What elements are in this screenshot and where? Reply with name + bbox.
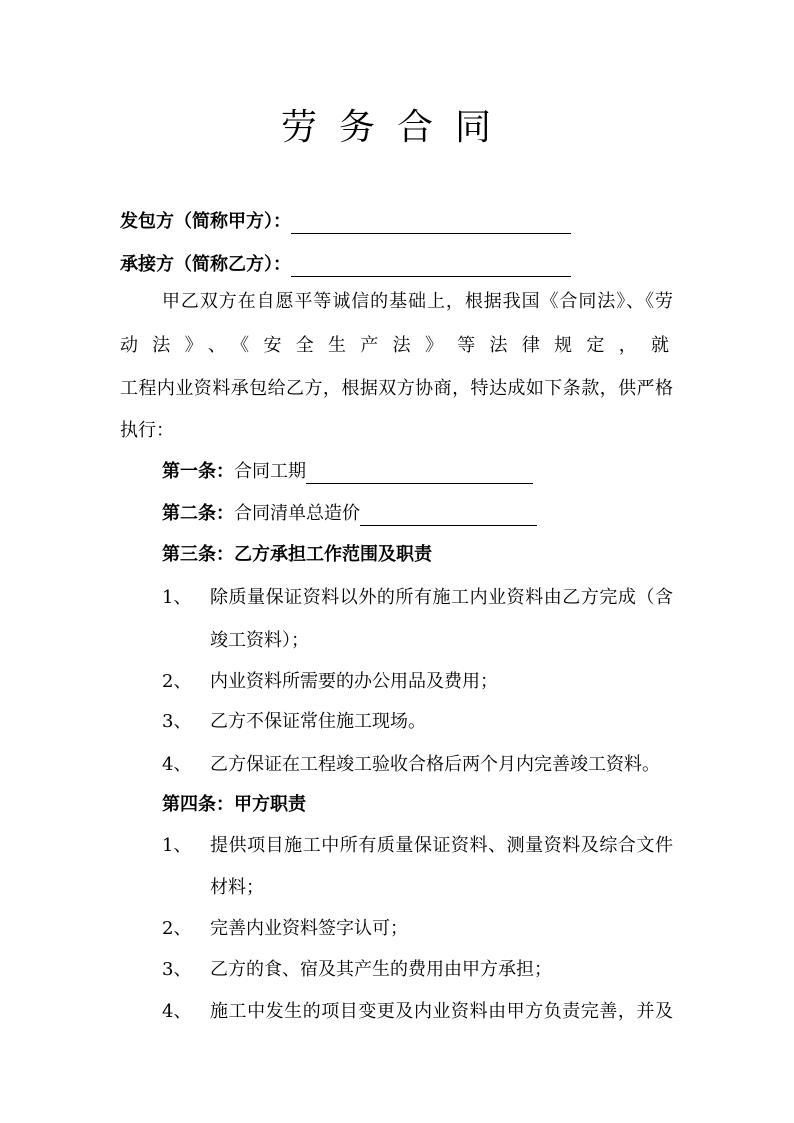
article-2-text: 合同清单总造价: [234, 503, 360, 524]
article-2-blank[interactable]: [360, 505, 537, 526]
item-text: 乙方保证在工程竣工验收合格后两个月内完善竣工资料。: [210, 754, 660, 775]
party-b-label: 承接方（简称乙方）：: [120, 254, 291, 275]
item-text: 提供项目施工中所有质量保证资料、测量资料及综合文件: [210, 835, 673, 856]
item-text: 内业资料所需要的办公用品及费用；: [210, 671, 498, 692]
article-1-text: 合同工期: [234, 461, 306, 482]
party-a-blank[interactable]: [291, 213, 571, 234]
item-text: 材料；: [210, 877, 264, 898]
item-text: 完善内业资料签字认可；: [210, 918, 408, 939]
article-3-heading: 第三条：乙方承担工作范围及职责: [162, 544, 432, 565]
item-text: 乙方不保证常住施工现场。: [210, 711, 426, 732]
item-number: 4、: [162, 754, 192, 775]
article-1-label: 第一条：: [162, 461, 234, 482]
party-b-line: [120, 253, 571, 277]
item-number: 1、: [162, 587, 192, 608]
item-number: 2、: [162, 671, 192, 692]
article-4-heading: 第四条：甲方职责: [162, 794, 306, 815]
item-number: 4、: [162, 1001, 192, 1022]
article-2: [162, 502, 537, 526]
document-title: 劳务合同: [280, 107, 513, 148]
item-text: 除质量保证资料以外的所有施工内业资料由乙方完成（含: [210, 587, 673, 608]
party-a-line: [120, 210, 571, 234]
item-number: 3、: [162, 959, 192, 980]
intro-line: 甲乙双方在自愿平等诚信的基础上，根据我国《合同法》、《劳: [162, 291, 673, 312]
intro-line: 执行：: [120, 420, 174, 441]
item-number: 3、: [162, 711, 192, 732]
article-2-label: 第二条：: [162, 503, 234, 524]
item-text: 乙方的食、宿及其产生的费用由甲方承担；: [210, 959, 552, 980]
party-a-label: 发包方（简称甲方）：: [120, 211, 291, 232]
item-text: 竣工资料）；: [210, 630, 309, 651]
article-1-blank[interactable]: [306, 463, 533, 484]
intro-line: 工程内业资料承包给乙方，根据双方协商，特达成如下条款，供严格: [120, 378, 673, 399]
party-b-blank[interactable]: [291, 256, 571, 277]
item-number: 1、: [162, 835, 192, 856]
item-text: 施工中发生的项目变更及内业资料由甲方负责完善，并及: [210, 1001, 673, 1022]
article-1: [162, 460, 533, 484]
item-number: 2、: [162, 918, 192, 939]
intro-line: 动法》、《安全生产法》等法律规定，就: [120, 335, 673, 356]
